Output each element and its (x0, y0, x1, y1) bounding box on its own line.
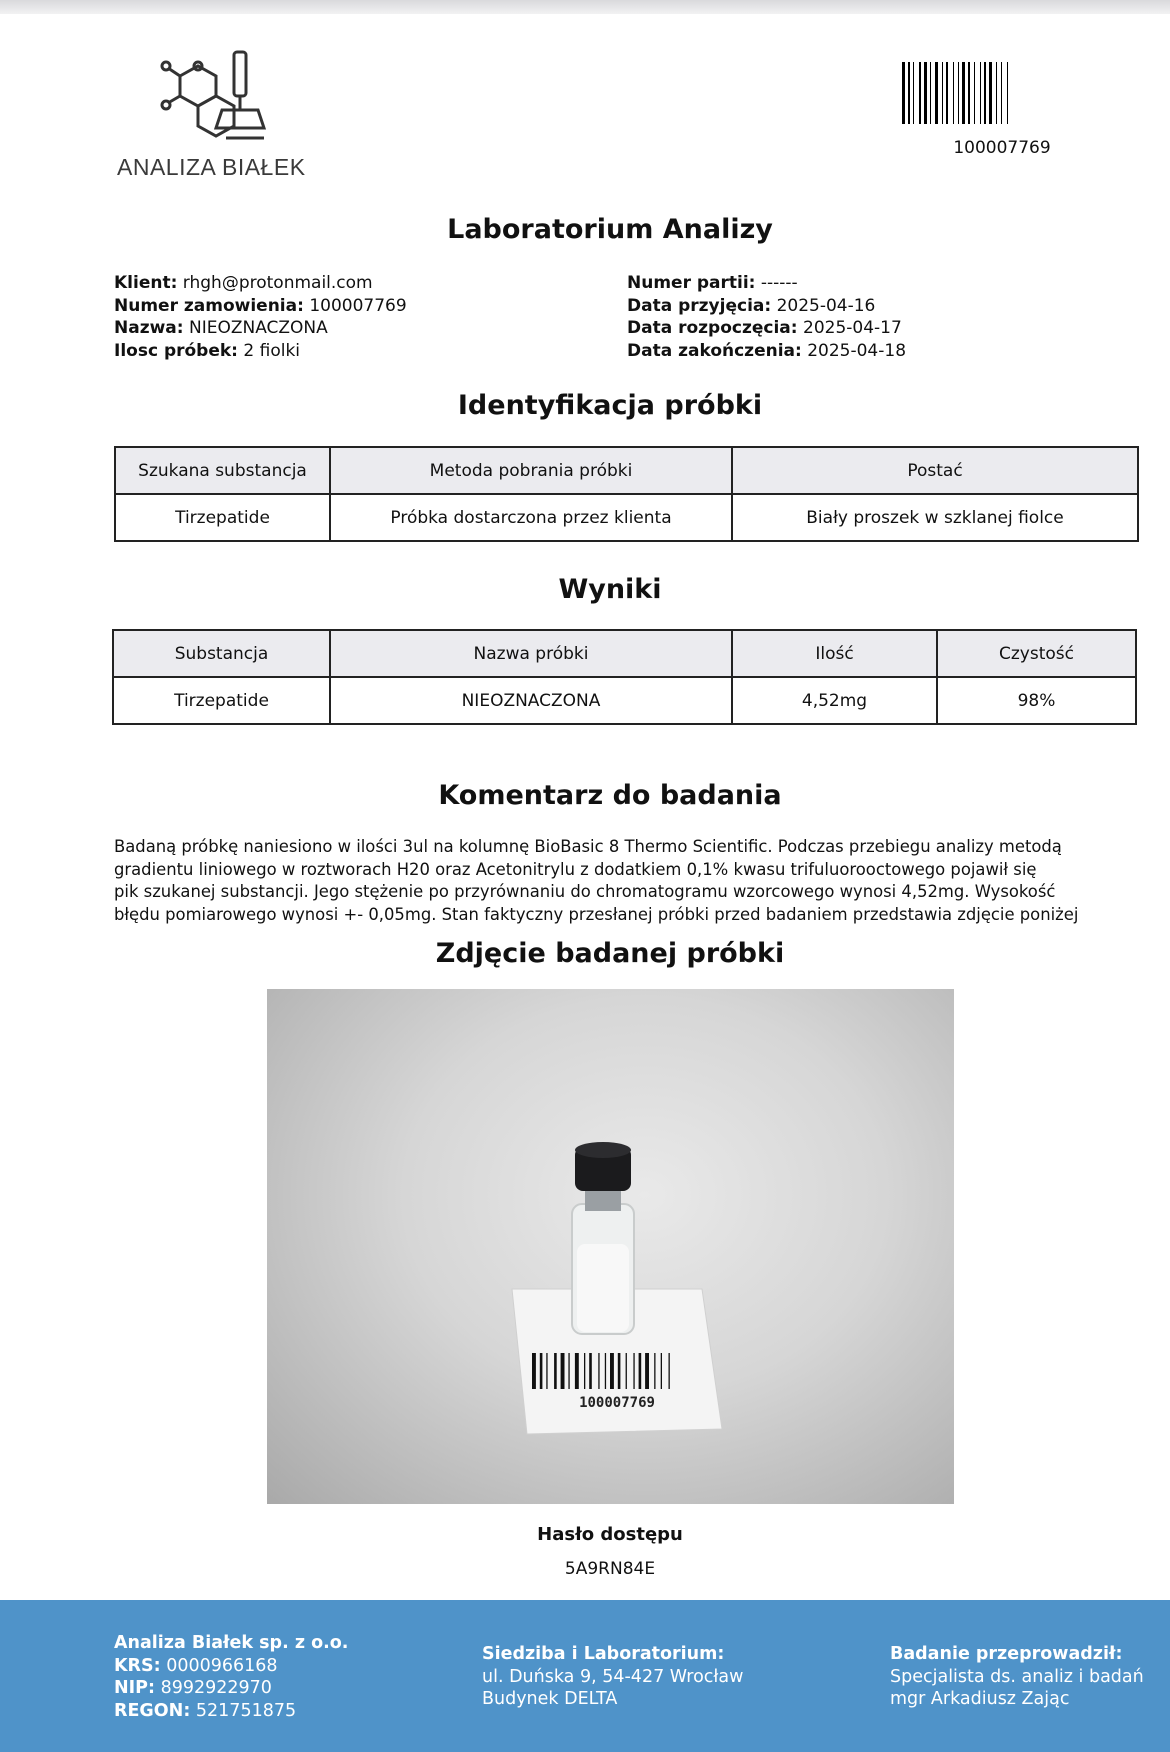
vial-barcode-bar (654, 1353, 655, 1389)
table-row (113, 677, 1136, 724)
barcode-bar (935, 62, 938, 124)
krs-value: 0000966168 (166, 1655, 278, 1676)
barcode-number: 100007769 (953, 138, 1051, 158)
barcode-bar (980, 62, 981, 124)
info-row-client: Klient: rhgh@protonmail.com (114, 273, 373, 293)
regon-value: 521751875 (195, 1700, 297, 1721)
barcode-bar (902, 62, 905, 124)
vial-barcode-bar (532, 1353, 536, 1389)
company-name: Analiza Białek sp. z o.o. (114, 1633, 349, 1653)
vial-barcode-bar (633, 1353, 634, 1389)
vial-barcode-bar (610, 1353, 614, 1389)
barcode-bar (946, 62, 948, 124)
vial-barcode-bar (661, 1353, 662, 1389)
table-row (115, 494, 1138, 541)
vial-barcode-bar (561, 1353, 565, 1389)
info-row-finished: Data zakończenia: 2025-04-18 (627, 340, 907, 361)
results-table (112, 629, 1137, 725)
footer (0, 1600, 1170, 1752)
info-row-started: Data rozpoczęcia: 2025-04-17 (627, 318, 902, 338)
vial-label-number: 100007769 (579, 1395, 655, 1411)
order-info-left (114, 272, 407, 362)
vial-barcode-bar (598, 1353, 599, 1389)
vial-barcode-bar (618, 1353, 621, 1389)
barcode-bar (953, 62, 954, 124)
table-header: Ilość (732, 630, 937, 677)
footer-analyst: Badanie przeprowadził: Specjalista ds. analiz i badań mgr Arkadiusz Zając (890, 1644, 1144, 1709)
access-password-label: Hasło dostępu (537, 1524, 683, 1545)
order-info-right (627, 272, 906, 362)
vial-barcode-bar (540, 1353, 543, 1389)
footer-address: Siedziba i Laboratorium: ul. Duńska 9, 54-427 Wrocław Budynek DELTA (482, 1644, 744, 1709)
identification-table (114, 446, 1139, 542)
vial-barcode-bar (568, 1353, 569, 1389)
vial-barcode-bar (546, 1353, 547, 1389)
barcode-bar (924, 62, 927, 124)
vial-barcode-bar (669, 1353, 670, 1389)
barcode-bar (919, 62, 921, 124)
table-cell: 98% (937, 677, 1136, 724)
barcode-bar (974, 62, 975, 124)
window-top-shadow (0, 0, 1170, 14)
comment-line: gradientu liniowego w roztworach H20 oraz Acetonitrylu z dodatkiem 0,1% kwasu trifuluorooctowego pojawił się (114, 859, 1037, 879)
vial-barcode-bar (645, 1353, 649, 1389)
barcode-bar (996, 62, 997, 124)
footer-company: Analiza Białek sp. z o.o. KRS: 0000966168 NIP: 8992922970 REGON: 521751875 (114, 1633, 349, 1721)
sample-photo (267, 989, 954, 1504)
info-row-received: Data przyjęcia: 2025-04-16 (627, 295, 876, 316)
info-row-name: Nazwa: NIEOZNACZONA (114, 318, 328, 338)
comment-line: Badaną próbkę naniesiono w ilości 3ul na kolumnę BioBasic 8 Thermo Scientific. Podczas przebiegu analizy metodą (114, 837, 1062, 856)
access-password-value: 5A9RN84E (564, 1559, 656, 1579)
table-cell: Tirzepatide (115, 494, 330, 541)
barcode-bar (930, 62, 931, 124)
table-header: Szukana substancja (115, 447, 330, 494)
vial-barcode-bar (626, 1353, 627, 1389)
identification-title: Identyfikacja próbki (457, 390, 763, 421)
table-header-row (115, 447, 1138, 494)
table-header: Substancja (113, 630, 330, 677)
table-header: Nazwa próbki (330, 630, 732, 677)
logo-text: ANALIZA BIAŁEK (117, 154, 306, 180)
barcode-bar (942, 62, 943, 124)
vial-barcode-bar (575, 1353, 579, 1389)
vial-barcode-bar (605, 1353, 606, 1389)
company-logo (112, 48, 322, 188)
vial-barcode-bar (589, 1353, 592, 1389)
comment-line: błędu pomiarowego wynosi +- 0,05mg. Stan faktyczny przesłanej próbki przed badaniem przedstawia zdjęcie poniżej (114, 904, 1079, 924)
table-header: Postać (732, 447, 1138, 494)
photo-title: Zdjęcie badanej próbki (435, 938, 785, 969)
table-cell: 4,52mg (732, 677, 937, 724)
vial-barcode-bar (554, 1353, 557, 1389)
table-cell: Tirzepatide (113, 677, 330, 724)
barcode-bar (913, 62, 914, 124)
barcode-bar (984, 62, 986, 124)
barcode-bar (1001, 62, 1002, 124)
results-title: Wyniki (558, 574, 662, 605)
comment-title: Komentarz do badania (438, 780, 782, 811)
barcode (902, 62, 1102, 124)
table-cell: NIEOZNACZONA (330, 677, 732, 724)
table-cell: Próbka dostarczona przez klienta (330, 494, 732, 541)
comment-line: pik szukanej substancji. Jego stężenie po przyrównaniu do chromatogramu wzorcowego wynosi 4,52mg. Wysokość (114, 882, 1056, 901)
comment-text (114, 836, 1104, 926)
barcode-bar (989, 62, 992, 124)
vial-image (267, 989, 954, 1504)
barcode-bar (968, 62, 970, 124)
barcode-bar (962, 62, 965, 124)
table-header: Metoda pobrania próbki (330, 447, 732, 494)
vial-barcode-bar (639, 1353, 642, 1389)
barcode-bar (908, 62, 910, 124)
barcode-bar (1007, 62, 1008, 124)
vial-barcode-bar (584, 1353, 585, 1389)
molecule-microscope-icon (160, 48, 270, 148)
info-row-batch: Numer partii: ------ (627, 273, 798, 293)
nip-value: 8992922970 (160, 1678, 272, 1698)
report-title: Laboratorium Analizy (447, 214, 773, 245)
info-row-order-number: Numer zamowienia: 100007769 (114, 295, 407, 316)
table-header: Czystość (937, 630, 1136, 677)
info-row-sample-count: Ilosc próbek: 2 fiolki (114, 340, 301, 361)
barcode-bar (958, 62, 959, 124)
table-header-row (113, 630, 1136, 677)
table-cell: Biały proszek w szklanej fiolce (732, 494, 1138, 541)
